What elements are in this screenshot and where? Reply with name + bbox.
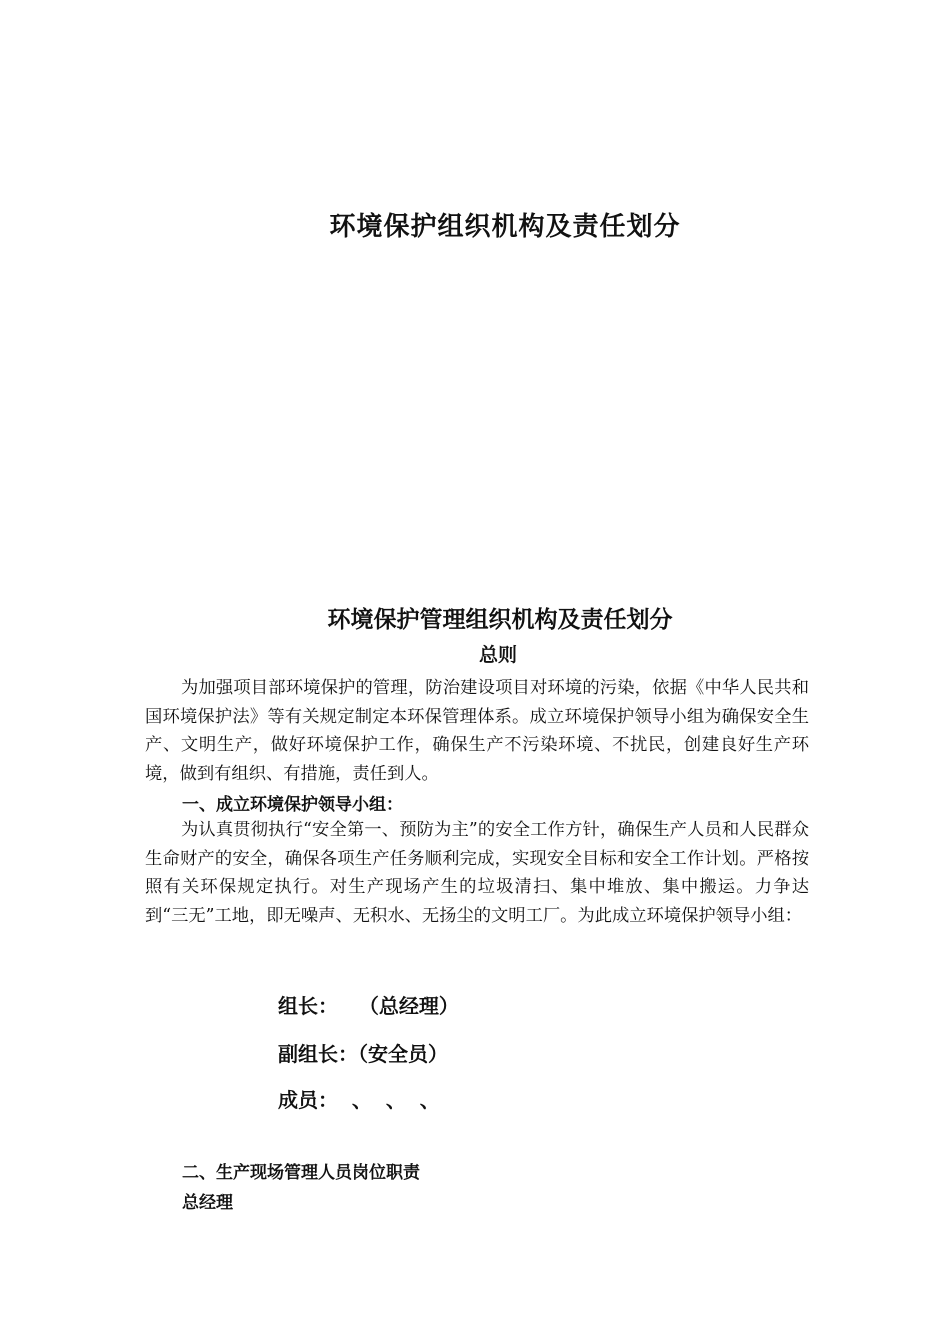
section-title: 环境保护管理组织机构及责任划分 — [327, 607, 673, 633]
heading-site-duties: 二、生产现场管理人员岗位职责 — [182, 1163, 420, 1183]
member-staff: 成员： 、 、 、 — [278, 1088, 440, 1112]
intro-paragraph: 为加强项目部环境保护的管理，防治建设项目对环境的污染，依据《中华人民共和国环境保护法》等有关规定制定本环保管理体系。成立环境保护领导小组为确保安全生产、文明生产，做好环境保护工作，确保生产不污染环境、不扰民，创建良好生产环境，做到有组织、有措施，责任到人。 — [145, 678, 809, 784]
policy-paragraph: 为认真贯彻执行“安全第一、预防为主”的安全工作方针，确保生产人员和人民群众生命财产的安全，确保各项生产任务顺利完成，实现安全目标和安全工作计划。严格按照有关环保规定执行。对生产现场产生的垃圾清扫、集中堆放、集中搬运。力争达到“三无”工地，即无噪声、无积水、无扬尘的文明工厂。为此成立环境保护领导小组： — [145, 820, 809, 926]
member-deputy: 副组长：（安全员） — [278, 1042, 448, 1066]
member-leader: 组长： （总经理） — [278, 994, 459, 1018]
heading-leadership-group: 一、成立环境保护领导小组： — [182, 795, 403, 815]
page-title: 环境保护组织机构及责任划分 — [329, 212, 681, 242]
heading-general-manager: 总经理 — [182, 1193, 233, 1213]
section-subtitle: 总则 — [478, 644, 517, 666]
